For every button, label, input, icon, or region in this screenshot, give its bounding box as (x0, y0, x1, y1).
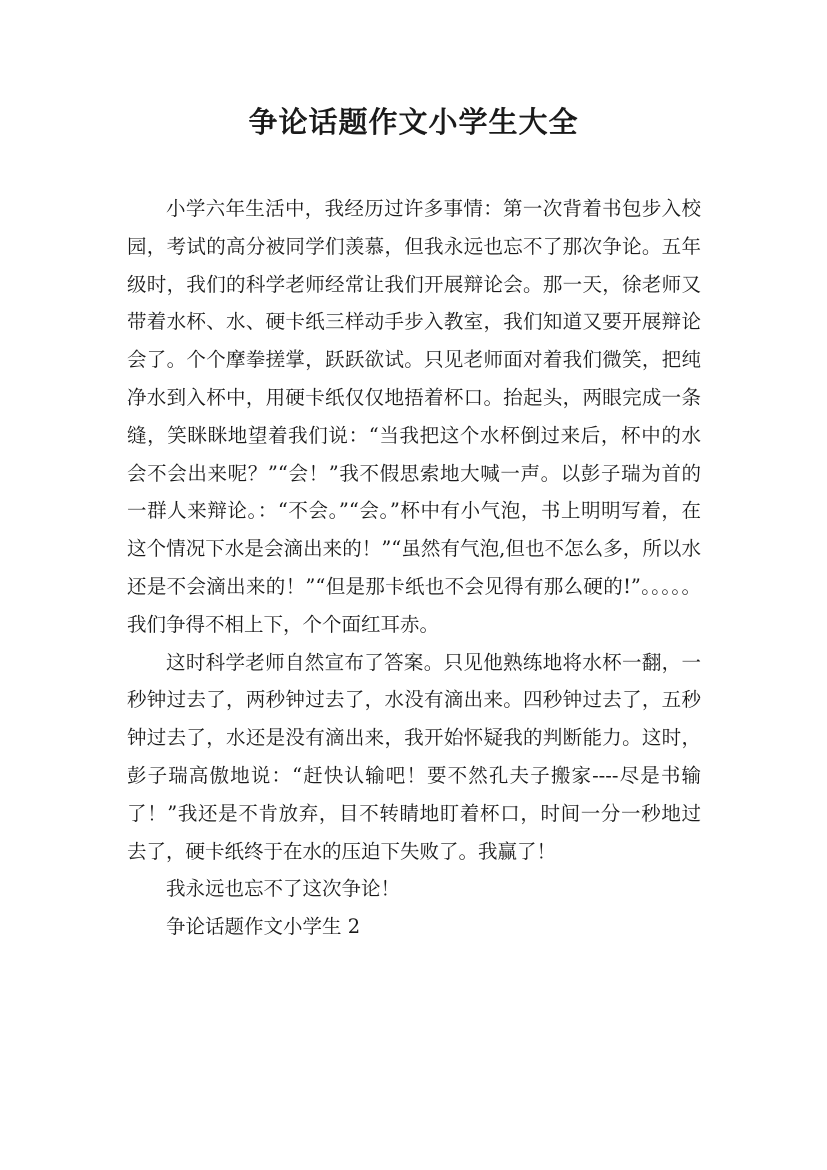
paragraph-3: 我永远也忘不了这次争论！ (166, 877, 401, 901)
document-body (127, 190, 701, 946)
paragraph-1: 小学六年生活中，我经历过许多事情：第一次背着书包步入校园，考试的高分被同学们羡慕，但我永远也忘不了那次争论。五年级时，我们的科学老师经常让我们开展辩论会。那一天，徐老师又带着水杯、水、硬卡纸三样动手步入教室，我们知道又要开展辩论会了。个个摩拳搓掌，跃跃欲试。只见老师面对着我们微笑，把纯净水到入杯中，用硬卡纸仅仅地捂着杯口。抬起头，两眼完成一条缝，笑眯眯地望着我们说：“当我把这个水杯倒过来后，杯中的水会不会出来呢？”“会！”我不假思索地大喊一声。以彭子瑞为首的一群人来辩论。：“不会。”“会。”杯中有小气泡，书上明明写着，在这个情况下水是会滴出来的！”“虽然有气泡,但也不怎么多，所以水还是不会滴出来的！”“但是那卡纸也不会见得有那么硬的!”。。。。。我们争得不相上下，个个面红耳赤。 (127, 197, 701, 636)
section-heading-2: 争论话题作文小学生 2 (166, 915, 361, 939)
paragraph-2: 这时科学老师自然宣布了答案。只见他熟练地将水杯一翻，一秒钟过去了，两秒钟过去了，水没有滴出来。四秒钟过去了，五秒钟过去了，水还是没有滴出来，我开始怀疑我的判断能力。这时，彭子瑞高傲地说：“赶快认输吧！要不然孔夫子搬家----尽是书输了！”我还是不肯放弃，目不转睛地盯着杯口，时间一分一秒地过去了，硬卡纸终于在水的压迫下失败了。我赢了！ (127, 650, 701, 863)
document-title: 争论话题作文小学生大全 (248, 105, 579, 139)
